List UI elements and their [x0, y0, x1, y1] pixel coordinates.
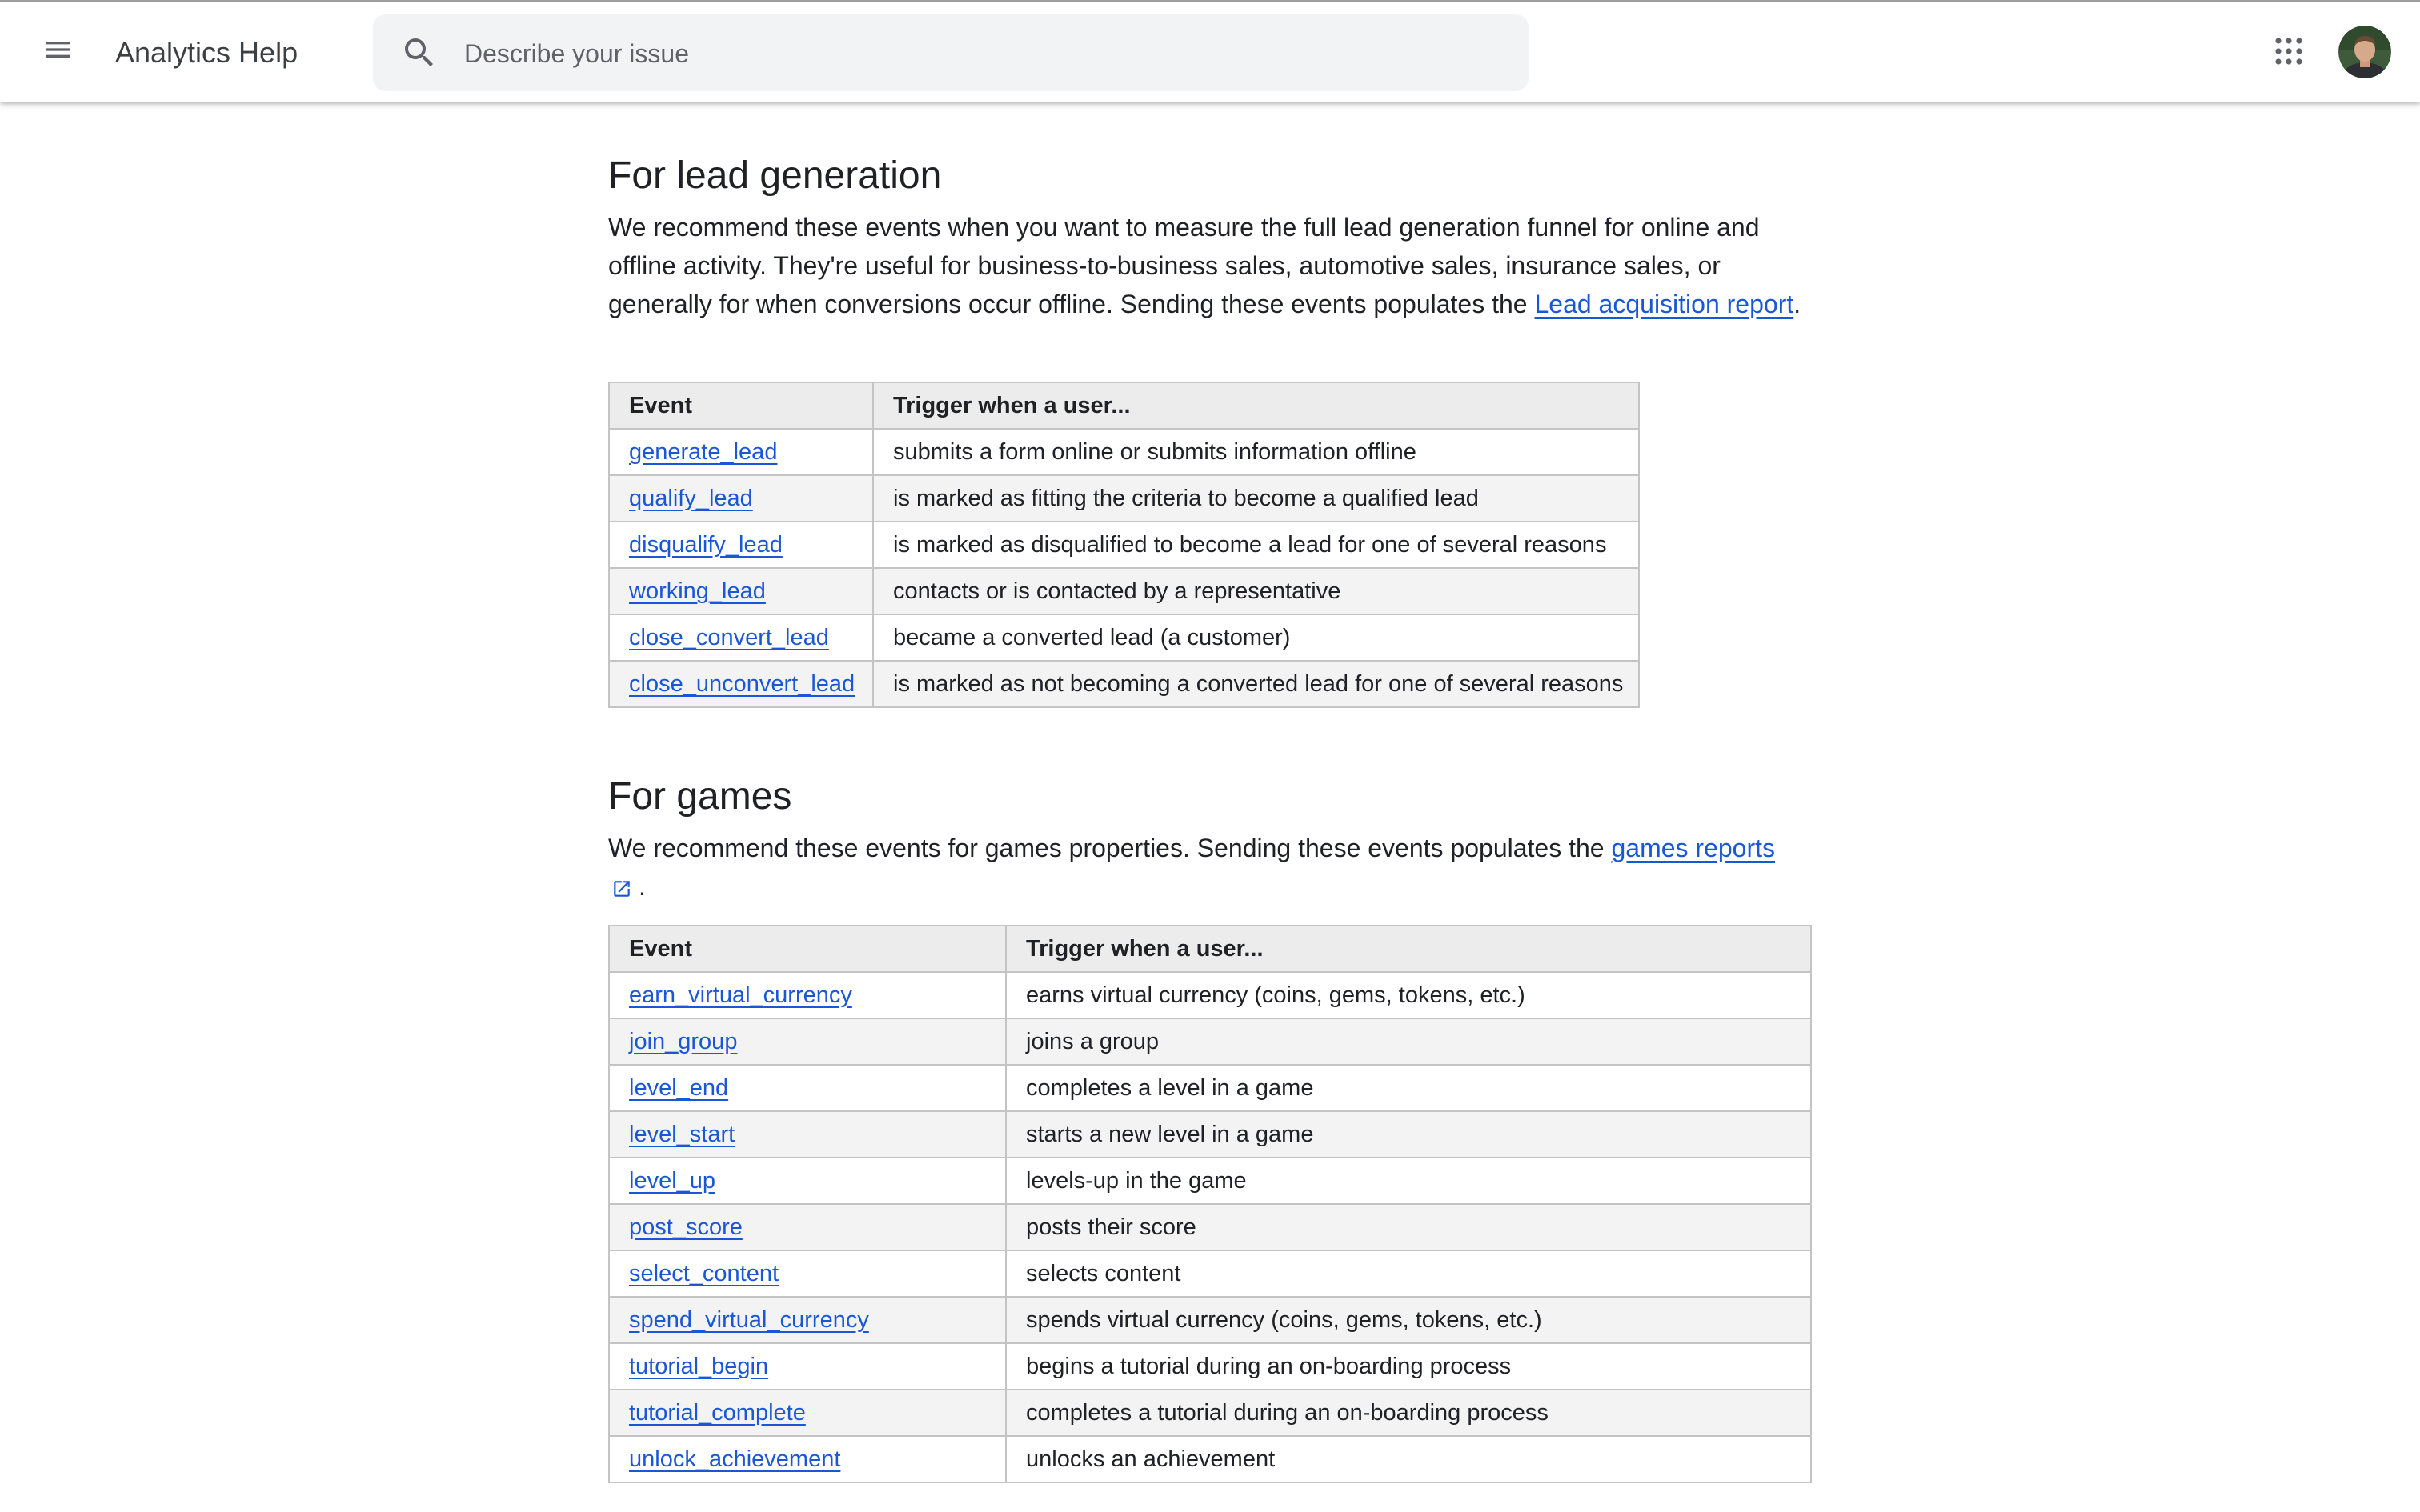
trigger-cell: posts their score — [1006, 1204, 1811, 1250]
event-cell — [609, 475, 873, 522]
app-title[interactable]: Analytics Help — [115, 36, 298, 69]
lead-generation-intro — [608, 208, 1825, 323]
event-link-tutorial-complete[interactable]: tutorial_complete — [629, 1400, 806, 1426]
event-cell — [609, 1297, 1006, 1343]
trigger-cell: contacts or is contacted by a representative — [873, 568, 1639, 614]
table-row — [609, 429, 1639, 475]
table-row — [609, 614, 1639, 661]
column-header-event: Event — [609, 382, 873, 429]
lead-generation-heading: For lead generation — [608, 154, 942, 197]
event-cell — [609, 1390, 1006, 1436]
lead-events-table — [608, 382, 1640, 708]
event-link-qualify-lead[interactable]: qualify_lead — [629, 486, 753, 511]
table-row — [609, 1390, 1811, 1436]
search-icon[interactable] — [400, 34, 439, 72]
trigger-cell: is marked as not becoming a converted lead for one of several reasons — [873, 661, 1639, 707]
table-row — [609, 475, 1639, 522]
table-row — [609, 1158, 1811, 1204]
table-header-row — [609, 926, 1811, 972]
column-header-trigger: Trigger when a user... — [1006, 926, 1811, 972]
external-link-icon[interactable] — [611, 878, 632, 899]
table-row — [609, 568, 1639, 614]
trigger-cell: levels-up in the game — [1006, 1158, 1811, 1204]
trigger-cell: joins a group — [1006, 1018, 1811, 1065]
event-cell — [609, 1065, 1006, 1111]
trigger-cell: starts a new level in a game — [1006, 1111, 1811, 1158]
event-cell — [609, 429, 873, 475]
event-link-generate-lead[interactable]: generate_lead — [629, 439, 778, 465]
table-row — [609, 1436, 1811, 1482]
table-row — [609, 1065, 1811, 1111]
event-link-spend-virtual-currency[interactable]: spend_virtual_currency — [629, 1307, 869, 1333]
table-row — [609, 1111, 1811, 1158]
event-cell — [609, 522, 873, 568]
lead-intro-text: We recommend these events when you want to measure the full lead generation funnel for online and offline activity. They're useful for business-to-business sales, automotive sales, insurance sales, or generally for when conversions occur offline. Sending these events populates the — [608, 213, 1760, 318]
table-row — [609, 1343, 1811, 1390]
trigger-cell: earns virtual currency (coins, gems, tokens, etc.) — [1006, 972, 1811, 1018]
games-intro-text: We recommend these events for games properties. Sending these events populates the — [608, 834, 1612, 862]
games-intro — [608, 829, 1825, 906]
table-row — [609, 1204, 1811, 1250]
event-cell — [609, 614, 873, 661]
trigger-cell: spends virtual currency (coins, gems, tokens, etc.) — [1006, 1297, 1811, 1343]
trigger-cell: is marked as fitting the criteria to become a qualified lead — [873, 475, 1639, 522]
trigger-cell: submits a form online or submits information offline — [873, 429, 1639, 475]
table-header-row — [609, 382, 1639, 429]
games-reports-link[interactable]: games reports — [1611, 834, 1775, 862]
hamburger-menu-icon — [42, 34, 74, 66]
event-cell — [609, 1158, 1006, 1204]
games-intro-suffix: . — [639, 872, 646, 901]
event-link-level-up[interactable]: level_up — [629, 1168, 716, 1194]
trigger-cell: is marked as disqualified to become a lead for one of several reasons — [873, 522, 1639, 568]
event-link-tutorial-begin[interactable]: tutorial_begin — [629, 1354, 769, 1379]
column-header-trigger: Trigger when a user... — [873, 382, 1639, 429]
event-link-post-score[interactable]: post_score — [629, 1214, 743, 1240]
trigger-cell: became a converted lead (a customer) — [873, 614, 1639, 661]
trigger-cell: begins a tutorial during an on-boarding process — [1006, 1343, 1811, 1390]
event-link-working-lead[interactable]: working_lead — [629, 578, 766, 604]
apps-grid-icon — [2274, 37, 2303, 66]
main-menu-button[interactable] — [29, 21, 86, 78]
event-link-disqualify-lead[interactable]: disqualify_lead — [629, 532, 783, 558]
top-app-bar — [0, 0, 2420, 102]
games-heading: For games — [608, 775, 792, 818]
event-cell — [609, 972, 1006, 1018]
search-input[interactable] — [463, 14, 1506, 93]
event-link-earn-virtual-currency[interactable]: earn_virtual_currency — [629, 982, 852, 1008]
account-avatar[interactable] — [2338, 26, 2391, 78]
event-link-close-unconvert-lead[interactable]: close_unconvert_lead — [629, 671, 855, 697]
event-cell — [609, 1436, 1006, 1482]
event-cell — [609, 1018, 1006, 1065]
google-apps-button[interactable] — [2265, 27, 2313, 75]
trigger-cell: completes a tutorial during an on-boarding process — [1006, 1390, 1811, 1436]
event-link-level-start[interactable]: level_start — [629, 1122, 735, 1147]
event-cell — [609, 661, 873, 707]
table-row — [609, 522, 1639, 568]
event-link-unlock-achievement[interactable]: unlock_achievement — [629, 1446, 841, 1472]
user-avatar-icon — [2338, 26, 2391, 78]
lead-acquisition-report-link[interactable]: Lead acquisition report — [1534, 290, 1794, 318]
trigger-cell: selects content — [1006, 1250, 1811, 1297]
table-row — [609, 661, 1639, 707]
lead-intro-suffix: . — [1793, 290, 1801, 318]
event-link-close-convert-lead[interactable]: close_convert_lead — [629, 625, 829, 650]
event-cell — [609, 1343, 1006, 1390]
event-cell — [609, 1111, 1006, 1158]
table-row — [609, 1018, 1811, 1065]
event-link-join-group[interactable]: join_group — [629, 1029, 738, 1054]
trigger-cell: unlocks an achievement — [1006, 1436, 1811, 1482]
event-cell — [609, 568, 873, 614]
trigger-cell: completes a level in a game — [1006, 1065, 1811, 1111]
event-cell — [609, 1250, 1006, 1297]
games-events-table — [608, 925, 1812, 1483]
search-box[interactable] — [373, 14, 1529, 91]
column-header-event: Event — [609, 926, 1006, 972]
table-row — [609, 1250, 1811, 1297]
event-cell — [609, 1204, 1006, 1250]
table-row — [609, 972, 1811, 1018]
table-row — [609, 1297, 1811, 1343]
event-link-level-end[interactable]: level_end — [629, 1075, 729, 1101]
event-link-select-content[interactable]: select_content — [629, 1261, 779, 1286]
